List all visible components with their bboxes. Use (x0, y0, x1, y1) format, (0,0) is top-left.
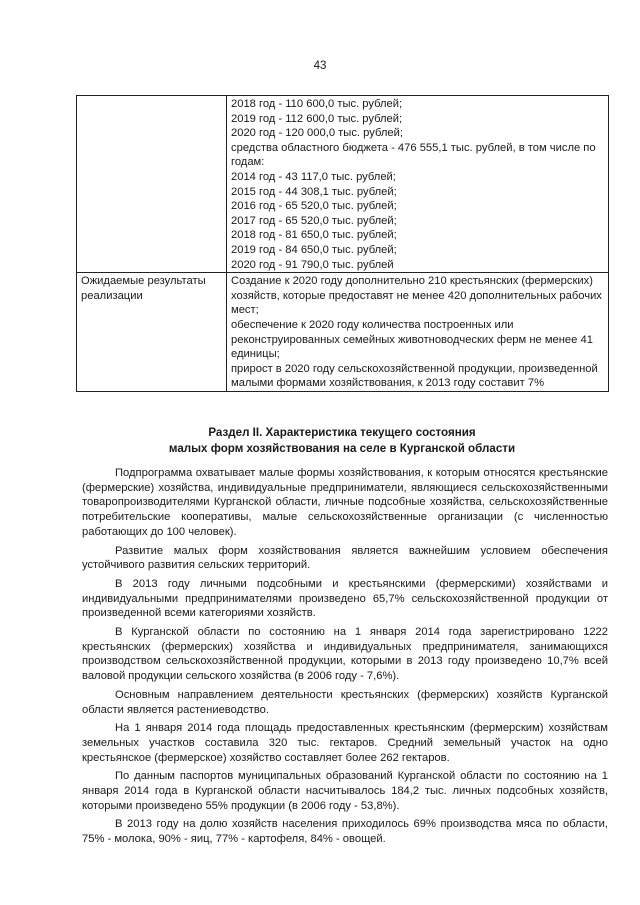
funding-line: 2017 год - 65 520,0 тыс. рублей; (231, 214, 397, 227)
page-number: 43 (313, 60, 327, 72)
paragraph: По данным паспортов муниципальных образований Курганской области по состоянию на 1 января 2014 года в Курганской области насчитывалось 184,2 тыс. личных подсобных хозяйств, которыми произведено 55% продукции (в 2006 году - 53,8%). (82, 770, 608, 812)
funding-line: 2020 год - 120 000,0 тыс. рублей; (231, 127, 403, 140)
expected-result: прирост в 2020 году сельскохозяйственной продукции, произведенной малыми формами хозяйствования, к 2013 году составит 7% (231, 362, 598, 390)
funding-line: 2016 год - 65 520,0 тыс. рублей; (231, 200, 397, 213)
section-heading-line: малых форм хозяйствования на селе в Курганской области (168, 442, 516, 455)
funding-line: 2019 год - 112 600,0 тыс. рублей; (231, 112, 403, 125)
expected-result: обеспечение к 2020 году количества построенных или реконструированных семейных животноводческих ферм не менее 41 единицы; (231, 318, 593, 361)
table-cell-label (77, 96, 227, 273)
table-row (77, 96, 609, 273)
paragraph: Развитие малых форм хозяйствования является важнейшим условием обеспечения устойчивого развития сельских территорий. (82, 544, 608, 572)
expected-result: Создание к 2020 году дополнительно 210 крестьянских (фермерских) хозяйств, которые предоставят не менее 420 дополнительных рабочих мест; (231, 275, 602, 317)
paragraph: Основным направлением деятельности крестьянских (фермерских) хозяйств Курганской области является растениеводство. (82, 688, 608, 716)
program-passport-table (76, 95, 609, 392)
paragraph: На 1 января 2014 года площадь предоставленных крестьянским (фермерским) хозяйствам земельных участков составила 320 тыс. гектаров. Средний земельный участок на одно крестьянское (фермерское) хозяйство составляет более 262 гектаров. (82, 722, 608, 764)
table-row (77, 273, 609, 392)
funding-line: 2014 год - 43 117,0 тыс. рублей; (231, 170, 396, 183)
funding-line: 2015 год - 44 308,1 тыс. рублей; (231, 185, 397, 198)
paragraph: Подпрограмма охватывает малые формы хозяйствования, к которым относятся крестьянские (фермерские) хозяйства, индивидуальные предприниматели, являющиеся сельскохозяйственными товаропроизводителями Курганской области, личные подсобные хозяйства, сельскохозяйственные потребительские кооперативы, малые сельскохозяйственные организации (с численностью работающих до 100 человек). (82, 467, 608, 538)
table-cell-value (227, 96, 609, 273)
funding-line: 2018 год - 110 600,0 тыс. рублей; (231, 98, 403, 110)
section-heading (76, 425, 608, 457)
table-cell-value (227, 273, 609, 392)
funding-line: 2020 год - 91 790,0 тыс. рублей (231, 258, 394, 271)
funding-line: 2018 год - 81 650,0 тыс. рублей; (231, 229, 397, 242)
funding-line: средства областного бюджета - 476 555,1 тыс. рублей, в том числе по годам: (231, 141, 596, 169)
paragraph: В Курганской области по состоянию на 1 января 2014 года зарегистрировано 1222 крестьянских (фермерских) хозяйства и индивидуальных предпринимателя, занимающихся производством сельскохозяйственной продукции, которыми в 2013 году произведено 10,7% всей валовой продукции сельского хозяйства (в 2006 году - 7,6%). (82, 626, 608, 683)
section-body (82, 466, 608, 851)
funding-line: 2019 год - 84 650,0 тыс. рублей; (231, 243, 397, 256)
table-cell-label: Ожидаемые результаты реализации (77, 273, 227, 392)
section-heading-line: Раздел II. Характеристика текущего состояния (208, 426, 476, 439)
paragraph: В 2013 году на долю хозяйств населения приходилось 69% производства мяса по области, 75% - молока, 90% - яиц, 77% - картофеля, 84% - овощей. (82, 818, 608, 846)
paragraph: В 2013 году личными подсобными и крестьянскими (фермерскими) хозяйствами и индивидуальными предпринимателями произведено 65,7% сельскохозяйственной продукции от произведенной всеми категориями хозяйств. (82, 577, 608, 620)
